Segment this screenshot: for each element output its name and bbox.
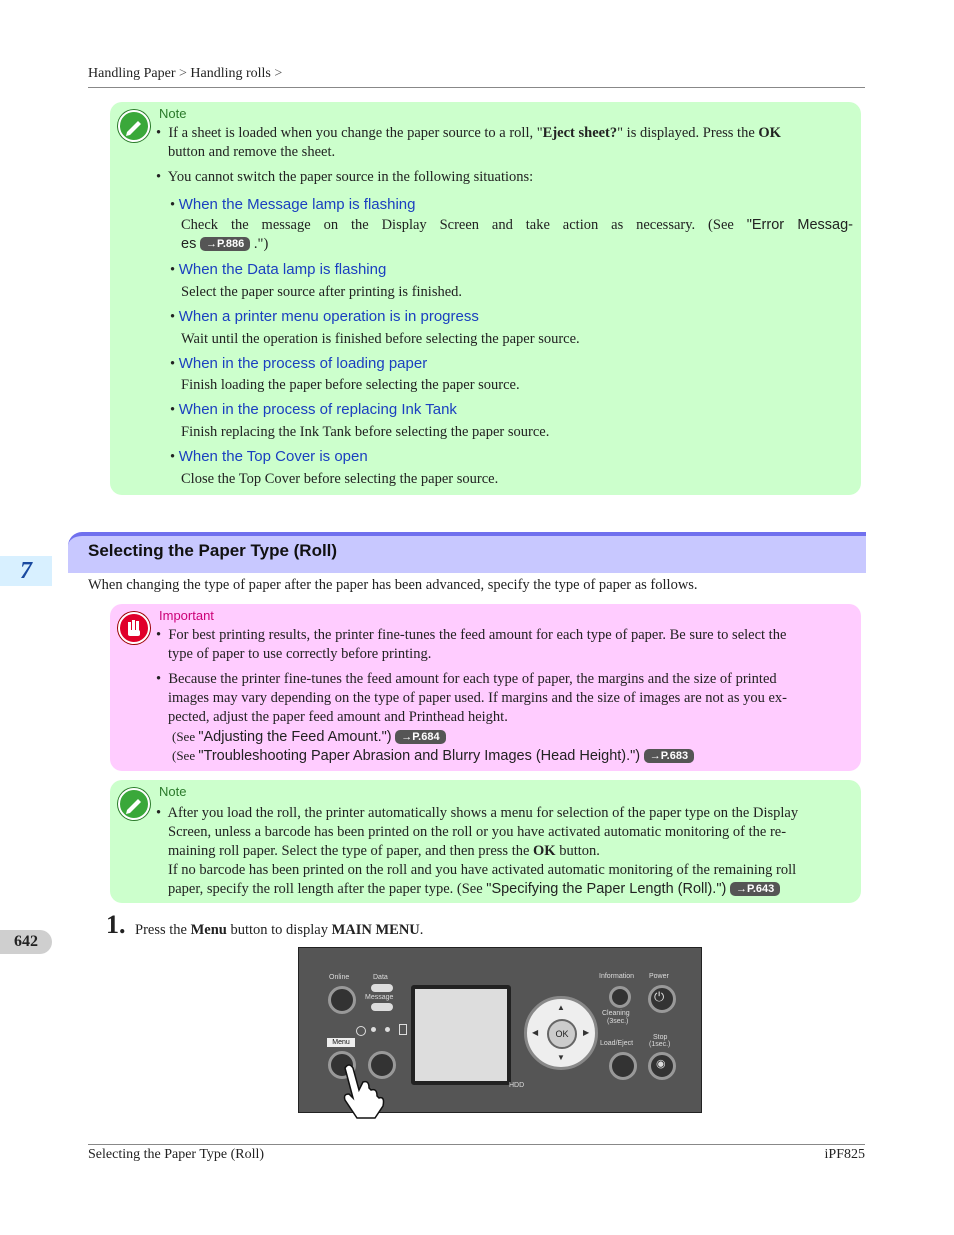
arrow-right-icon[interactable]: ▶ [583,1028,590,1037]
load-eject-label: Load/Eject [600,1040,634,1047]
text: " is displayed. Press the [617,125,759,141]
indicator-dot [371,1027,376,1032]
troubleshooting-link[interactable]: "Troubleshooting Paper Abrasion and Blurry Images (Head Height).") [198,748,641,764]
hdd-label: HDD [509,1082,525,1089]
situation-item: • When a printer menu operation is in progress [170,308,479,325]
main-menu-text: MAIN MENU [331,922,420,938]
stop-label: Stop [653,1034,668,1041]
message-label: Message [365,994,394,1001]
text: (See [172,729,199,744]
footer-model: iPF825 [824,1147,865,1162]
situation-item: • When the Message lamp is flashing [170,196,416,213]
load-eject-button[interactable] [609,1052,637,1080]
chapter-tab[interactable]: 7 [0,556,52,586]
situation-desc: Finish replacing the Ink Tank before selecting the paper source. [181,424,550,440]
text: . [419,922,424,938]
note-bullet-situations: • You cannot switch the paper source in the following situations: [156,169,534,185]
situation-title-link[interactable]: When in the process of replacing Ink Tank [178,401,457,418]
text: For best printing results, the printer fine-tunes the feed amount for each type of paper. Be sure to select the [168,627,787,643]
situation-desc: Finish loading the paper before selecting the paper source. [181,377,520,393]
text: You cannot switch the paper source in the following situations: [167,169,534,185]
situation-item: • When in the process of replacing Ink Tank [170,401,457,418]
important-bullet-1: • For best printing results, the printer fine-tunes the feed amount for each type of paper. Be sure to select the type of paper to use correctly before printing. [156,627,787,662]
paper-icon [399,1024,407,1035]
footer-section-title: Selecting the Paper Type (Roll) [88,1147,265,1162]
note-label: Note [159,784,187,799]
header-rule [88,87,865,88]
see-reference [172,727,446,747]
text: paper, specify the roll length after the paper type. (See [168,881,487,897]
error-messages-link[interactable]: es [181,236,197,252]
pencil-note-icon [118,788,150,820]
important-bullet-2: • Because the printer fine-tunes the feed amount for each type of paper, the margins and the size of printed images may vary depending on the type of paper used. If margins and the size of images are not as you ex- pected, adjust the paper feed amount and Printhead height. [156,671,788,725]
text: button to display [226,922,332,938]
section-title: Selecting the Paper Type (Roll) [88,541,338,560]
power-button[interactable] [648,985,676,1013]
navigation-pad[interactable] [524,996,598,1070]
adjusting-feed-link[interactable]: "Adjusting the Feed Amount.") [198,729,392,745]
situation-desc-cont [181,235,853,254]
breadcrumb-handling-rolls[interactable]: Handling rolls [190,66,271,81]
power-label: Power [649,973,669,980]
note-paragraph: • After you load the roll, the printer automatically shows a menu for selection of the paper type on the Display Screen, unless a barcode has been printed on the roll or you have activated automatic monitoring of the re- maining roll paper. Select the type of paper, and then press the OK button. If no barcode has been printed on the roll and you have activated automatic monitoring of the remaining roll paper, specify the roll length after the paper type. (See "Specifying the Paper Length (Roll).") →P.643 [156,805,799,897]
information-label: Information [599,973,635,980]
text: maining roll paper. Select the type of paper, and then press the [168,843,534,859]
text: Check the message on the Display Screen and take action as necessary. (See [181,217,747,233]
text: .") [253,236,269,252]
text: button. [555,843,600,859]
pointing-hand-icon [335,1060,395,1120]
situation-title-link[interactable]: When a printer menu operation is in progress [178,308,479,325]
eject-sheet-text: Eject sheet? [542,125,618,141]
text: Press the [135,922,191,938]
online-button[interactable] [328,986,356,1014]
situation-title-link[interactable]: When in the process of loading paper [178,355,428,372]
text: pected, adjust the paper feed amount and Printhead height. [168,709,508,725]
page-ref-badge[interactable]: →P.684 [395,730,445,744]
breadcrumb-handling-paper[interactable]: Handling Paper [88,66,176,81]
ok-text: OK [533,843,556,859]
text: If a sheet is loaded when you change the paper source to a roll, " [168,125,543,141]
display-screen [411,985,511,1085]
note-box [110,780,861,903]
page-ref-badge[interactable]: →P.886 [200,237,250,251]
arrow-up-icon[interactable]: ▲ [557,1003,565,1012]
situation-item: • When the Top Cover is open [170,448,368,465]
note-bullet-eject: • If a sheet is loaded when you change the paper source to a roll, "Eject sheet?" is displayed. Press the OK button and remove the sheet. [156,125,781,160]
situation-title-link[interactable]: When the Top Cover is open [178,448,368,465]
text: button and remove the sheet. [168,144,336,160]
situation-item: • When in the process of loading paper [170,355,428,372]
data-lamp [371,984,393,992]
power-icon: ⏻ [654,989,665,1004]
text: (See [172,748,199,763]
data-label: Data [373,974,388,981]
specifying-paper-length-link[interactable]: "Specifying the Paper Length (Roll).") [486,881,727,897]
important-box [110,604,861,771]
see-reference [172,746,694,766]
control-panel-illustration [298,947,702,1113]
error-messages-link[interactable]: "Error Messag- [746,217,853,233]
step-text [135,921,423,940]
text: type of paper to use correctly before printing. [168,646,432,662]
text: If no barcode has been printed on the roll and you have activated automatic monitoring of the remaining roll [168,862,797,878]
text: images may vary depending on the type of paper used. If margins and the size of images are not as you ex- [168,690,788,706]
online-label: Online [329,974,350,981]
menu-text: Menu [190,922,227,938]
ok-text: OK [758,125,781,141]
message-lamp [371,1003,393,1011]
step-number: 1. [106,910,126,939]
page-number: 642 [0,930,52,954]
situation-item: • When the Data lamp is flashing [170,261,387,278]
information-button[interactable] [609,986,631,1008]
situation-desc: Wait until the operation is finished before selecting the paper source. [181,331,580,347]
stop-icon: ◉ [656,1058,666,1070]
cleaning-sub-label: (3sec.) [607,1018,629,1025]
ok-button[interactable]: OK [547,1019,577,1049]
text: After you load the roll, the printer automatically shows a menu for selection of the paper type on the Display [167,805,799,821]
arrow-down-icon[interactable]: ▼ [557,1053,565,1062]
note-label: Note [159,106,187,121]
situation-title-link[interactable]: When the Data lamp is flashing [178,261,387,278]
page-ref-badge[interactable]: →P.683 [644,749,694,763]
page-ref-badge[interactable]: →P.643 [730,882,780,896]
breadcrumb-separator: > [178,66,187,81]
text: Screen, unless a barcode has been printed on the roll or you have activated automatic monitoring of the re- [168,824,787,840]
gear-icon [356,1026,366,1036]
hand-stop-icon [118,612,150,644]
indicator-dot [385,1027,390,1032]
cleaning-label: Cleaning [602,1010,630,1017]
stop-sub-label: (1sec.) [649,1041,671,1048]
situation-desc [181,216,853,235]
pencil-note-icon [118,110,150,142]
important-label: Important [159,608,214,623]
text: Because the printer fine-tunes the feed amount for each type of paper, the margins and the size of printed [168,671,777,687]
situation-desc: Select the paper source after printing is finished. [181,284,463,300]
breadcrumb-separator: > [274,66,283,81]
situation-title-link[interactable]: When the Message lamp is flashing [178,196,416,213]
breadcrumb [88,66,282,82]
section-intro: When changing the type of paper after the paper has been advanced, specify the type of paper as follows. [88,577,698,593]
footer-rule [88,1144,865,1145]
arrow-left-icon[interactable]: ◀ [532,1028,539,1037]
situation-desc: Close the Top Cover before selecting the paper source. [181,471,499,487]
note-box [110,102,861,495]
menu-label: Menu [327,1038,355,1047]
stop-button[interactable] [648,1052,676,1080]
